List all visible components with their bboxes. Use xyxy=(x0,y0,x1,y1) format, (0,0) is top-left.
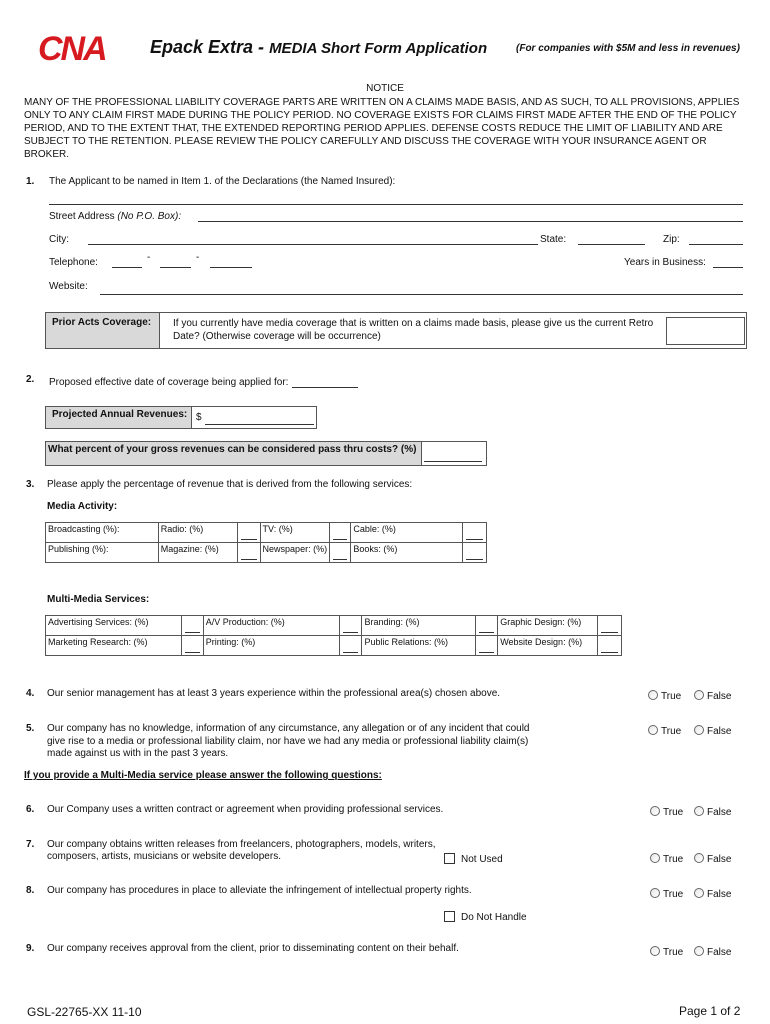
media-cell: TV: (%) xyxy=(260,523,330,543)
media-activity-table xyxy=(45,522,487,563)
q8-text: Our company has procedures in place to alleviate the infringement of intellectual property rights. xyxy=(47,885,472,896)
passthru-section xyxy=(45,441,487,466)
telephone-line-field[interactable] xyxy=(210,267,252,268)
media-cell: Broadcasting (%): xyxy=(46,523,159,543)
page-title xyxy=(150,37,487,58)
telephone-label: Telephone: xyxy=(49,257,98,268)
multimedia-input[interactable] xyxy=(181,636,203,656)
multimedia-services-table xyxy=(45,615,622,656)
multimedia-cell: Graphic Design: (%) xyxy=(498,616,598,636)
multimedia-cell: Website Design: (%) xyxy=(498,636,598,656)
q7-not-used-checkbox[interactable]: Not Used xyxy=(444,853,503,865)
telephone-dash-2: - xyxy=(196,252,200,263)
title-note: (For companies with $5M and less in revenues) xyxy=(516,43,740,54)
q5-line2: give rise to a media or professional liability claim, nor have we had any media or professional liability claim(s) xyxy=(47,736,529,747)
named-insured-field[interactable] xyxy=(49,204,743,205)
table-row xyxy=(46,543,487,563)
radio-icon xyxy=(694,690,704,700)
q2-number: 2. xyxy=(26,374,35,385)
prior-acts-section xyxy=(45,312,747,349)
q4-number: 4. xyxy=(26,688,35,699)
cna-logo xyxy=(36,30,128,66)
q7-number: 7. xyxy=(26,839,35,850)
multimedia-questions-heading: If you provide a Multi-Media service please answer the following questions: xyxy=(24,770,382,781)
media-input[interactable] xyxy=(463,523,487,543)
multimedia-cell: A/V Production: (%) xyxy=(203,616,340,636)
street-address-field[interactable] xyxy=(198,221,743,222)
passthru-label: What percent of your gross revenues can be considered pass thru costs? (%) xyxy=(48,444,417,455)
q8-false-radio[interactable]: False xyxy=(694,888,731,900)
telephone-area-field[interactable] xyxy=(112,267,142,268)
q5-true-radio[interactable]: True xyxy=(648,725,681,737)
prior-acts-label: Prior Acts Coverage: xyxy=(52,317,152,328)
media-input[interactable] xyxy=(330,523,351,543)
state-label: State: xyxy=(540,234,567,245)
q3-number: 3. xyxy=(26,479,35,490)
revenues-label: Projected Annual Revenues: xyxy=(52,409,188,420)
logo-text: CNA xyxy=(38,30,106,66)
q6-true-radio[interactable]: True xyxy=(650,806,683,818)
media-activity-label: Media Activity: xyxy=(47,501,118,512)
q9-true-radio[interactable]: True xyxy=(650,946,683,958)
title-main: Epack Extra - xyxy=(150,37,270,57)
q1-text: The Applicant to be named in Item 1. of the Declarations (the Named Insured): xyxy=(49,176,396,187)
radio-icon xyxy=(650,853,660,863)
multimedia-cell: Marketing Research: (%) xyxy=(46,636,182,656)
q4-true-radio[interactable]: True xyxy=(648,690,681,702)
multimedia-cell: Branding: (%) xyxy=(362,616,476,636)
street-label: Street Address (No P.O. Box): xyxy=(49,211,182,222)
state-field[interactable] xyxy=(578,244,645,245)
multimedia-input[interactable] xyxy=(598,636,622,656)
prior-acts-label-cell xyxy=(46,313,160,348)
q5-line1: Our company has no knowledge, information of any circumstance, any allegation or of any incident that could xyxy=(47,723,530,734)
telephone-prefix-field[interactable] xyxy=(160,267,191,268)
table-row xyxy=(46,636,622,656)
q6-number: 6. xyxy=(26,804,35,815)
media-input[interactable] xyxy=(330,543,351,563)
checkbox-icon xyxy=(444,853,455,864)
effective-date-field[interactable] xyxy=(292,387,358,388)
media-cell: Newspaper: (%) xyxy=(260,543,330,563)
currency-symbol: $ xyxy=(196,412,202,423)
radio-icon xyxy=(650,806,660,816)
media-cell: Books: (%) xyxy=(351,543,463,563)
q5-false-radio[interactable]: False xyxy=(694,725,731,737)
q7-line1: Our company obtains written releases from freelancers, photographers, models, writers, xyxy=(47,839,436,850)
zip-label: Zip: xyxy=(663,234,680,245)
city-label: City: xyxy=(49,234,69,245)
q3-text: Please apply the percentage of revenue that is derived from the following services: xyxy=(47,479,413,490)
zip-field[interactable] xyxy=(689,244,743,245)
notice-body: MANY OF THE PROFESSIONAL LIABILITY COVERAGE PARTS ARE WRITTEN ON A CLAIMS MADE BASIS, AND AS SUCH, TO ALL PROVISIONS, APPLIES ONLY TO ANY CLAIM FIRST MADE DURING THE POLICY PERIOD. NO COVERAGE EXISTS FOR CLAIMS FIRST MADE AFTER THE END OF THE POLICY PERIOD, AND TO THE EXTENT THAT, THE EXTENDED REPORTING PERIOD APPLIES. DEFENSE COSTS REDUCE THE LIMIT OF LIABILITY AND ARE SUBJECT TO THE RETENTION. PLEASE REVIEW THE POLICY CAREFULLY AND DISCUSS THE COVERAGE WITH YOUR INSURANCE AGENT OR BROKER. xyxy=(24,97,740,160)
q7-line2: composers, artists, musicians or website developers. xyxy=(47,851,281,862)
table-row xyxy=(46,523,487,543)
notice-heading: NOTICE xyxy=(366,83,404,94)
q9-false-radio[interactable]: False xyxy=(694,946,731,958)
title-sub: MEDIA Short Form Application xyxy=(269,40,488,57)
media-input[interactable] xyxy=(463,543,487,563)
multimedia-cell: Public Relations: (%) xyxy=(362,636,476,656)
radio-icon xyxy=(650,888,660,898)
prior-acts-text: If you currently have media coverage that is written on a claims made basis, please give us the current Retro Date? (Otherwise coverage will be occurrence) xyxy=(173,318,654,342)
q6-text: Our Company uses a written contract or agreement when providing professional services. xyxy=(47,804,444,815)
q2-text: Proposed effective date of coverage being applied for: xyxy=(49,377,289,388)
checkbox-icon xyxy=(444,911,455,922)
multimedia-input[interactable] xyxy=(476,616,498,636)
years-in-business-label: Years in Business: xyxy=(624,257,706,268)
revenues-field[interactable] xyxy=(205,424,314,425)
street-note: (No P.O. Box): xyxy=(117,211,182,222)
q6-false-radio[interactable]: False xyxy=(694,806,731,818)
multimedia-input[interactable] xyxy=(340,616,362,636)
q8-true-radio[interactable]: True xyxy=(650,888,683,900)
passthru-field[interactable] xyxy=(424,461,482,462)
revenues-section xyxy=(45,406,317,429)
radio-icon xyxy=(694,853,704,863)
media-input[interactable] xyxy=(237,523,260,543)
telephone-dash-1: - xyxy=(147,252,151,263)
q9-text: Our company receives approval from the client, prior to disseminating content on their behalf. xyxy=(47,943,459,954)
multimedia-cell: Advertising Services: (%) xyxy=(46,616,182,636)
media-cell: Publishing (%): xyxy=(46,543,159,563)
radio-icon xyxy=(694,946,704,956)
multimedia-input[interactable] xyxy=(181,616,203,636)
multimedia-services-label: Multi-Media Services: xyxy=(47,594,150,605)
multimedia-input[interactable] xyxy=(340,636,362,656)
radio-icon xyxy=(694,888,704,898)
q4-false-radio[interactable]: False xyxy=(694,690,731,702)
q4-text: Our senior management has at least 3 years experience within the professional area(s) chosen above. xyxy=(47,688,501,699)
retro-date-field[interactable] xyxy=(666,317,745,345)
media-cell: Cable: (%) xyxy=(351,523,463,543)
radio-icon xyxy=(650,946,660,956)
multimedia-input[interactable] xyxy=(598,616,622,636)
q8-number: 8. xyxy=(26,885,35,896)
multimedia-input[interactable] xyxy=(476,636,498,656)
radio-icon xyxy=(694,806,704,816)
q8-do-not-handle-checkbox[interactable]: Do Not Handle xyxy=(444,911,527,923)
form-code: GSL-22765-XX 11-10 xyxy=(27,1005,142,1019)
page-number: Page 1 of 2 xyxy=(679,1004,741,1018)
revenues-label-cell xyxy=(46,407,192,428)
city-field[interactable] xyxy=(88,244,538,245)
radio-icon xyxy=(694,725,704,735)
q5-number: 5. xyxy=(26,723,35,734)
q5-line3: made against us with in the past 3 years. xyxy=(47,748,229,759)
radio-icon xyxy=(648,690,658,700)
q7-true-radio[interactable]: True xyxy=(650,853,683,865)
q1-number: 1. xyxy=(26,176,35,187)
passthru-label-cell xyxy=(46,442,422,465)
table-row xyxy=(46,616,622,636)
website-field[interactable] xyxy=(100,294,743,295)
q9-number: 9. xyxy=(26,943,35,954)
years-in-business-field[interactable] xyxy=(713,267,743,268)
radio-icon xyxy=(648,725,658,735)
media-cell: Radio: (%) xyxy=(158,523,237,543)
website-label: Website: xyxy=(49,281,88,292)
media-input[interactable] xyxy=(237,543,260,563)
media-cell: Magazine: (%) xyxy=(158,543,237,563)
multimedia-cell: Printing: (%) xyxy=(203,636,340,656)
q7-false-radio[interactable]: False xyxy=(694,853,731,865)
